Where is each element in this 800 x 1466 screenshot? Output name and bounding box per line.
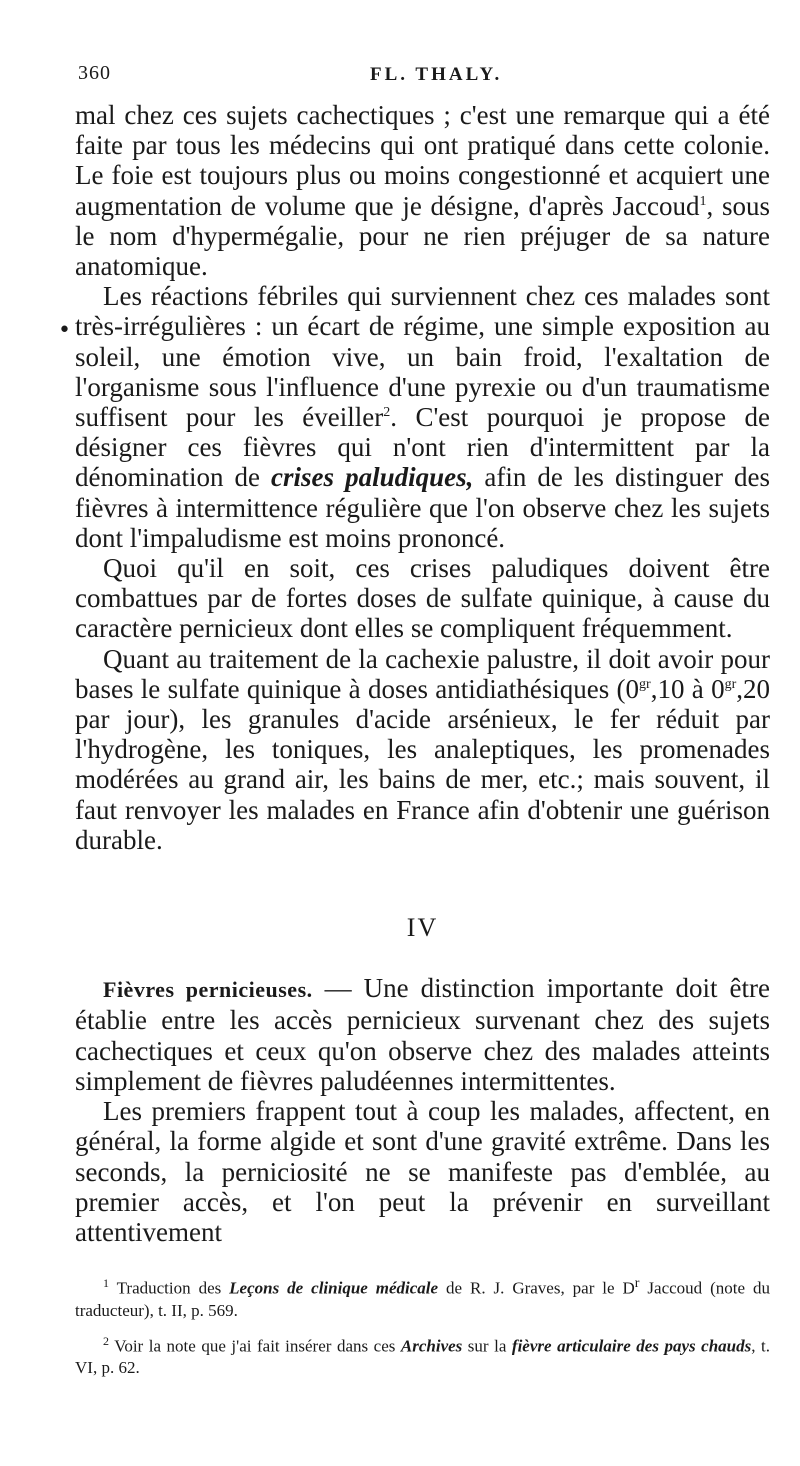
footnote-2-italic-1: Archives (400, 1336, 463, 1356)
footnote-2-text-c: , t. VI, p. 62. (75, 1336, 771, 1378)
page-number: 360 (78, 62, 111, 84)
footnotes (75, 1272, 770, 1387)
footnote-2-text-b: sur la (462, 1336, 512, 1356)
paragraph-1-end: , sous le nom d'hypermégalie, pour ne rien préjuger de sa nature anatomique. (75, 190, 770, 282)
running-title: FL. THALY. (370, 64, 503, 85)
paragraph-1 (75, 100, 770, 281)
footnote-1 (75, 1272, 770, 1322)
footnote-1-text-c: Jaccoud (note du traducteur), t. II, p. 569. (75, 1278, 770, 1320)
footnote-2-italic-2: fièvre articulaire des pays chauds (511, 1336, 752, 1356)
paragraph-2-text-c: afin de les distinguer des fièvres à intermittence régulière que l'on observe chez les sujets dont l'impaludisme est moins prononcé. (75, 462, 770, 553)
paragraph-6: Les premiers frappent tout à coup les malades, affectent, en général, la forme algide et sont d'une gravité extrême. Dans les seconds, la perniciosité ne se manifeste pas d'emblée, au premier accès, et l'on peut la prévenir en surveillant attentivement (75, 1096, 770, 1247)
paragraph-2-italic: crises paludiques, (271, 462, 474, 493)
paragraph-2-text-a: Les réactions fébriles qui surviennent chez ces malades sont très-irrégulières : un écart de régime, une simple exposition au soleil, une émotion vive, un bain froid, l'exaltation de l'organisme sous l'influence d'une pyrexie ou d'un traumatisme suffisent pour les éveiller (75, 281, 770, 433)
paragraph-4 (75, 644, 770, 855)
footnote-ref-2: 2 (383, 405, 391, 421)
paragraph-3: Quoi qu'il en soit, ces crises paludiques doivent être combattues par de fortes doses de sulfate quinique, à cause du caractère pernicieux dont elles se compliquent fréquemment. (75, 553, 770, 644)
paragraph-1-text: mal chez ces sujets cachectiques ; c'est une remarque qui a été faite par tous les médecins qui ont pratiqué dans cette colonie. Le foie est toujours plus ou moins congestionné et acquiert une augmentation de volume que je désigne, d'après Jaccoud (75, 100, 770, 221)
unit-gr-1: gr (639, 676, 651, 692)
paragraph-4-text-c: ,20 par jour), les granules d'acide arsénieux, le fer réduit par l'hydrogène, les toniques, les analeptiques, les promenades modérées au grand air, les bains de mer, etc.; mais souvent, il faut renvoyer les malades en France afin d'obtenir une guérison durable. (75, 673, 770, 855)
footnote-ref-1: 1 (699, 193, 707, 209)
paragraph-5 (75, 973, 770, 1096)
section-lead: Fièvres pernicieuses. (103, 977, 313, 1003)
footnote-1-italic: Leçons de clinique médicale (229, 1278, 439, 1298)
section-heading: IV (406, 913, 439, 943)
paragraph-4-text-b: ,10 à 0 (650, 673, 725, 704)
unit-gr-2: gr (724, 676, 737, 692)
margin-mark: • (58, 318, 71, 343)
page-header (0, 62, 800, 102)
footnote-1-mark: 1 (103, 1276, 109, 1290)
footnote-1-text-a: Traduction des (116, 1278, 230, 1298)
footnote-2-mark: 2 (103, 1333, 109, 1348)
footnote-2-text-a: Voir la note que j'ai fait insérer dans ces (114, 1336, 401, 1356)
paragraph-2-text-b: . C'est pourquoi je propose de désigner ces fièvres qui n'ont rien d'intermittent par la dénomination de (75, 402, 770, 493)
paragraph-4-text-a: Quant au traitement de la cachexie palustre, il doit avoir pour bases le sulfate quinique à doses antidiathésiques (0 (75, 643, 770, 704)
footnote-2 (75, 1330, 770, 1380)
paragraph-2 (75, 281, 770, 553)
body-text (75, 100, 770, 1247)
footnote-1-sup: r (634, 1276, 640, 1291)
footnote-1-text-b: de R. J. Graves, par le D (438, 1278, 635, 1298)
paragraph-5-text: — Une distinction importante doit être établie entre les accès pernicieux survenant chez des sujets cachectiques et ceux qu'on observe chez des malades atteints simplement de fièvres paludéennes intermittentes. (75, 973, 770, 1096)
